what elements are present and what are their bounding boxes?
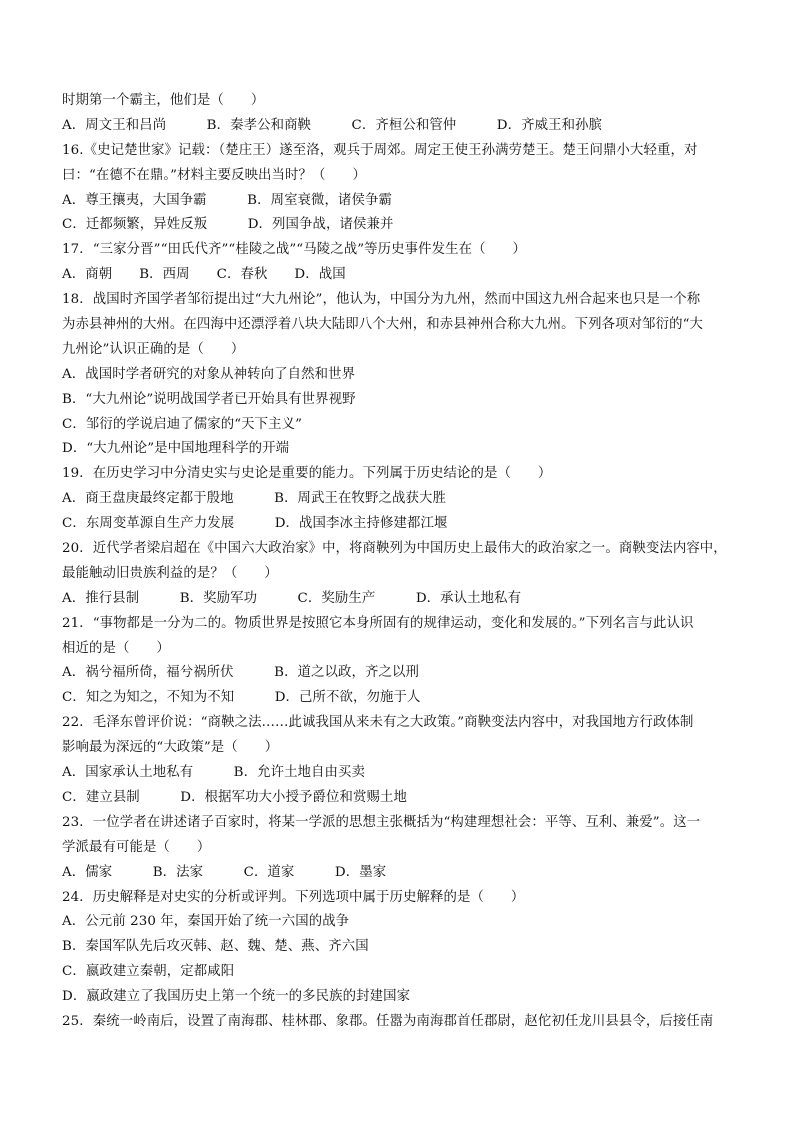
question-24-stem: 24．历史解释是对史实的分析或评判。下列选项中属于历史解释的是（ ） bbox=[62, 889, 525, 905]
question-20-stem: 最能触动旧贵族利益的是？（ ） bbox=[62, 565, 278, 581]
question-16-stem: 曰：“在德不在鼎。”材料主要反映出当时？（ ） bbox=[62, 167, 366, 183]
question-18-option-d: D．“大九州论”是中国地理科学的开端 bbox=[62, 441, 290, 457]
question-16-options-ab: A．尊王攘夷，大国争霸 B．周室衰微，诸侯争霸 bbox=[62, 192, 392, 208]
question-19-options-cd: C．东周变革源自生产力发展 D．战国李冰主持修建都江堰 bbox=[62, 516, 448, 532]
question-16-options-cd: C．迁都频繁，异姓反叛 D．列国争战，诸侯兼并 bbox=[62, 217, 394, 233]
question-20-stem: 20．近代学者梁启超在《中国六大政治家》中，将商鞅列为中国历史上最伟大的政治家之一。商鞅变法内容中， bbox=[62, 541, 727, 557]
question-22-options-ab: A．国家承认土地私有 B．允许土地自由买卖 bbox=[62, 765, 366, 781]
question-16-stem: 16.《史记楚世家》记载：（楚庄王）遂至洛，观兵于周郊。周定王使王孙满劳楚王。楚王问鼎小大轻重，对 bbox=[62, 142, 698, 158]
question-18-option-b: B．“大九州论”说明战国学者已开始具有世界视野 bbox=[62, 391, 356, 407]
question-24-option-d: D．嬴政建立了我国历史上第一个统一的多民族的封建国家 bbox=[62, 989, 411, 1005]
question-21-stem: 相近的是（ ） bbox=[62, 640, 170, 656]
question-19-stem: 19．在历史学习中分清史实与史论是重要的能力。下列属于历史结论的是（ ） bbox=[62, 466, 552, 482]
question-19-options-ab: A．商王盘庚最终定都于殷地 B．周武王在牧野之战获大胜 bbox=[62, 491, 446, 507]
question-23-stem: 23．一位学者在讲述诸子百家时，将某一学派的思想主张概括为“构建理想社会：平等、互利、兼爱”。这一 bbox=[62, 814, 701, 830]
question-23-stem: 学派最有可能是（ ） bbox=[62, 839, 211, 855]
question-18-stem: 九州论”认识正确的是（ ） bbox=[62, 341, 245, 357]
question-21-options-ab: A．祸兮福所倚，福兮祸所伏 B．道之以政，齐之以刑 bbox=[62, 665, 419, 681]
question-22-options-cd: C．建立县制 D．根据军功大小授予爵位和赏赐土地 bbox=[62, 789, 407, 805]
question-18-stem: 为赤县神州的大州。在四海中还漂浮着八块大陆即八个大州，和赤县神州合称大九州。下列各项对邹衍的“大 bbox=[62, 317, 704, 333]
question-18-option-c: C．邹衍的学说启迪了儒家的“天下主义” bbox=[62, 416, 303, 432]
question-24-option-a: A．公元前 230 年，秦国开始了统一六国的战争 bbox=[62, 914, 350, 930]
question-25-stem: 25．秦统一岭南后，设置了南海郡、桂林郡、象郡。任嚣为南海郡首任郡尉，赵佗初任龙川县县令，后接任南 bbox=[62, 1013, 714, 1029]
question-22-stem: 22．毛泽东曾评价说：“商鞅之法……此诚我国从来未有之大政策。”商鞅变法内容中，对我国地方行政体制 bbox=[62, 715, 694, 731]
question-21-options-cd: C．知之为知之，不知为不知 D．己所不欲，勿施于人 bbox=[62, 690, 421, 706]
question-20-options: A．推行县制 B．奖励军功 C．奖励生产 D．承认土地私有 bbox=[62, 590, 522, 606]
question-21-stem: 21．“事物都是一分为二的。物质世界是按照它本身所固有的规律运动，变化和发展的。”下列名言与此认识 bbox=[62, 615, 694, 631]
question-15-options: A．周文王和吕尚 B．秦孝公和商鞅 C．齐桓公和管仲 D．齐威王和孙膑 bbox=[62, 117, 603, 133]
question-22-stem: 影响最为深远的“大政策”是（ ） bbox=[62, 740, 279, 756]
question-18-option-a: A．战国时学者研究的对象从神转向了自然和世界 bbox=[62, 366, 356, 382]
question-24-option-b: B．秦国军队先后攻灭韩、赵、魏、楚、燕、齐六国 bbox=[62, 939, 369, 955]
question-23-options: A．儒家 B．法家 C．道家 D．墨家 bbox=[62, 864, 387, 880]
question-18-stem: 18．战国时齐国学者邹衍提出过“大九州论”，他认为，中国分为九州，然而中国这九州合起来也只是一个称 bbox=[62, 292, 701, 308]
exam-page-content bbox=[62, 89, 742, 1035]
question-17-options: A．商朝 B．西周 C．春秋 D．战国 bbox=[62, 267, 346, 283]
question-24-option-c: C．嬴政建立秦朝，定都咸阳 bbox=[62, 964, 235, 980]
question-15-stem-continuation: 时期第一个霸主，他们是（ ） bbox=[62, 93, 265, 108]
question-17-stem: 17．“三家分晋”“田氏代齐”“桂陵之战”“马陵之战”等历史事件发生在（ ） bbox=[62, 242, 527, 258]
